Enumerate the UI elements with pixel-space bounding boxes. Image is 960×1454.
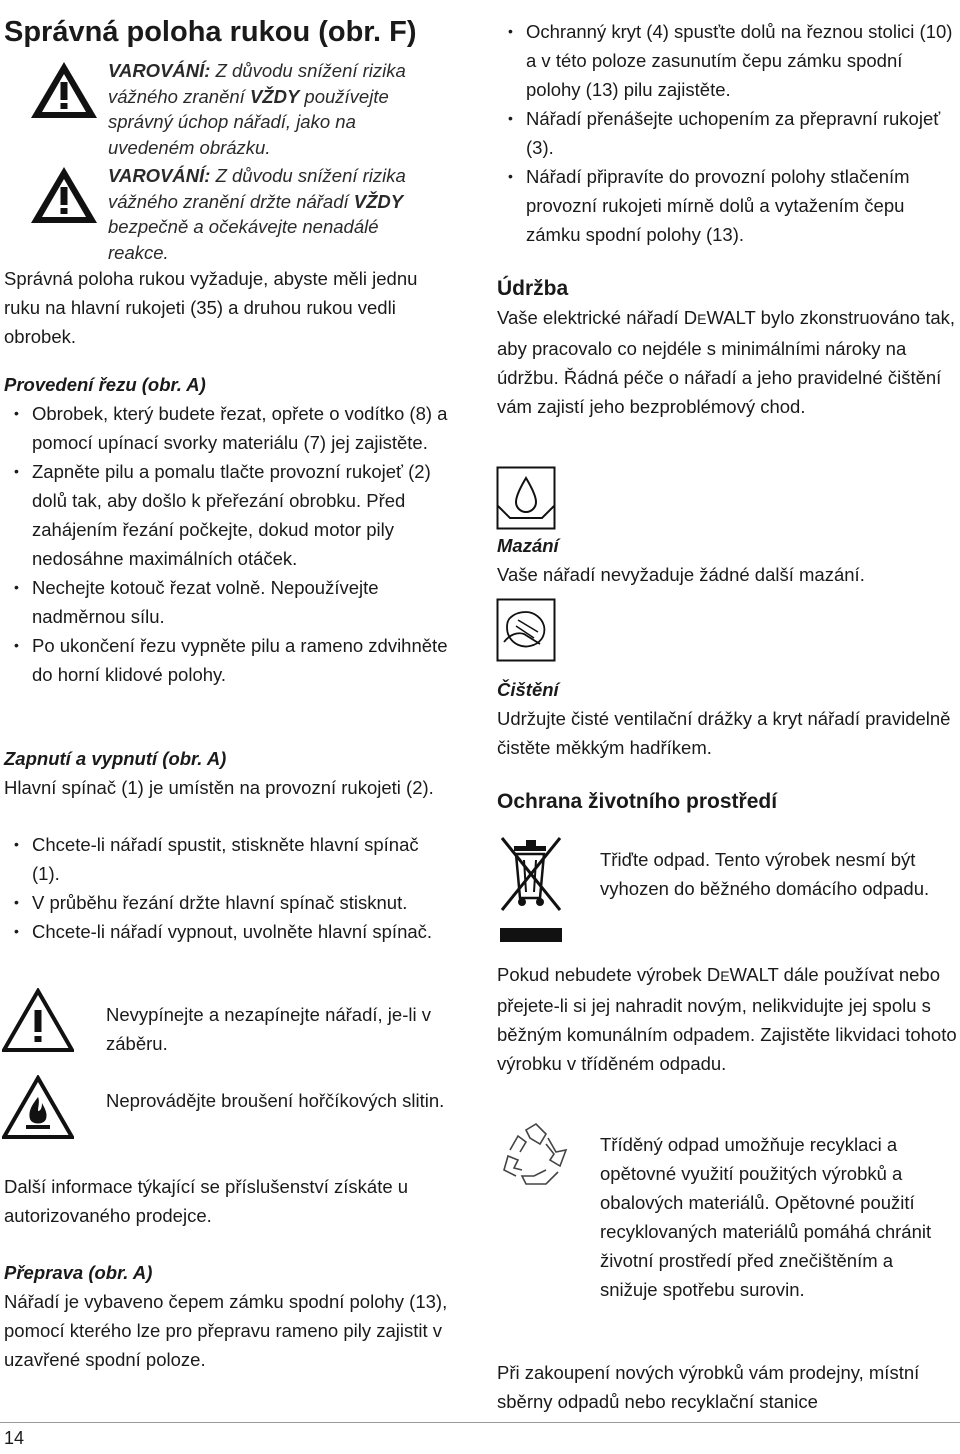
transport-heading: Přeprava (obr. A) [4,1262,153,1283]
flammable-warning-icon [2,1075,74,1141]
warning-triangle-icon [28,163,100,227]
hand-position-paragraph: Správná poloha rukou vyžaduje, abyste měli jednu ruku na hlavní rukojeti (35) a druhou rukou vedli obrobek. [4,268,418,347]
warning-triangle-icon [2,988,74,1054]
sort-waste-paragraph: Třiďte odpad. Tento výrobek nesmí být vyhozen do běžného domácího odpadu. [600,849,930,899]
environment-heading: Ochrana životního prostředí [497,790,778,813]
warning-triangle-icon [28,58,100,122]
crossed-bin-icon [496,832,568,944]
cleaning-cloth-icon [496,598,556,662]
list-item: • Zapněte pilu a pomalu tlačte provozní rukojeť (2) dolů tak, aby došlo k přeřezání obrobku. Před zahájením řezání počkejte, dokud motor pily nedosáhne maximálních otáček. [4,457,464,573]
disposal-paragraph: Pokud nebudete výrobek DEWALT dále používat nebo přejete-li si jej nahradit novým, nelikvidujte jej spolu s běžným komunálním odpadem. Zajistěte likvidaci tohoto výrobku v tříděném odpadu. [497,964,957,1074]
transport-steps-list [498,17,960,249]
cleaning-heading: Čištění [497,679,559,700]
lubrication-heading: Mazání [497,535,559,556]
accessories-paragraph: Další informace týkající se příslušenství získáte u autorizovaného prodejce. [4,1176,409,1226]
list-item: • Obrobek, který budete řezat, opřete o vodítko (8) a pomocí upínací svorky materiálu (7) jej zajistěte. [4,399,464,457]
maintenance-paragraph: Vaše elektrické nářadí DEWALT bylo zkonstruováno tak, aby pracovalo co nejdéle s minimálními nároky na údržbu. Řádná péče o nářadí a jeho pravidelné čištění vám zajistí jeho bezproblémový chod. [497,307,956,417]
switch-paragraph: Hlavní spínač (1) je umístěn na provozní rukojeti (2). [4,777,434,798]
list-item: • Nechejte kotouč řezat volně. Nepoužívejte nadměrnou sílu. [4,573,464,631]
notice-switch-text: Nevypínejte a nezapínejte nářadí, je-li v záběru. [106,1004,431,1054]
warning-text-2: VAROVÁNÍ: Z důvodu snížení rizika vážného zranění držte nářadí VŽDY bezpečně a očekávejte nenadálé reakce. [108,165,406,263]
list-item: • Po ukončení řezu vypněte pilu a rameno zdvihněte do horní klidové polohy. [4,631,464,689]
list-item: • Chcete-li nářadí spustit, stiskněte hlavní spínač (1). [4,830,444,888]
page-number: 14 [4,1428,25,1448]
switch-steps-list [4,830,444,946]
purchase-paragraph: Při zakoupení nových výrobků vám prodejny, místní sběrny odpadů nebo recyklační stanice [497,1362,920,1412]
list-item: • V průběhu řezání držte hlavní spínač stisknut. [4,888,444,917]
warning-text-1: VAROVÁNÍ: Z důvodu snížení rizika vážného zranění VŽDY používejte správný úchop nářadí, jako na uvedeném obrázku. [108,60,406,158]
list-item: • Nářadí přenášejte uchopením za přepravní rukojeť (3). [498,104,960,162]
recycling-icon [496,1120,576,1192]
transport-paragraph: Nářadí je vybaveno čepem zámku spodní polohy (13), pomocí kterého lze pro přepravu rameno pily zajistit v uzavřené spodní poloze. [4,1291,448,1370]
notice-magnesium-text: Neprovádějte broušení hořčíkových slitin. [106,1090,445,1111]
lubrication-paragraph: Vaše nářadí nevyžaduje žádné další mazání. [497,564,865,585]
list-item: • Chcete-li nářadí vypnout, uvolněte hlavní spínač. [4,917,444,946]
list-item: • Nářadí připravíte do provozní polohy stlačením provozní rukojeti mírně dolů a vytažením čepu zámku spodní polohy (13). [498,162,960,249]
recycling-paragraph: Tříděný odpad umožňuje recyklaci a opětovné využití použitých výrobků a obalových materiálů. Opětovné použití recyklovaných materiálů pomáhá chránit životní prostředí před znečištěním a snižuje spotřebu surovin. [600,1134,932,1300]
cleaning-paragraph: Udržujte čisté ventilační drážky a kryt nářadí pravidelně čistěte měkkým hadříkem. [497,708,951,758]
list-item: • Ochranný kryt (4) spusťte dolů na řeznou stolici (10) a v této poloze zasunutím čepu zámku spodní polohy (13) pilu zajistěte. [498,17,960,104]
footer-rule [0,1422,960,1423]
maintenance-heading: Údržba [497,277,569,300]
switch-heading: Zapnutí a vypnutí (obr. A) [4,748,227,769]
oil-drop-icon [496,466,556,530]
page-title: Správná poloha rukou (obr. F) [4,16,417,48]
cut-heading: Provedení řezu (obr. A) [4,374,206,395]
cut-steps-list [4,399,464,689]
